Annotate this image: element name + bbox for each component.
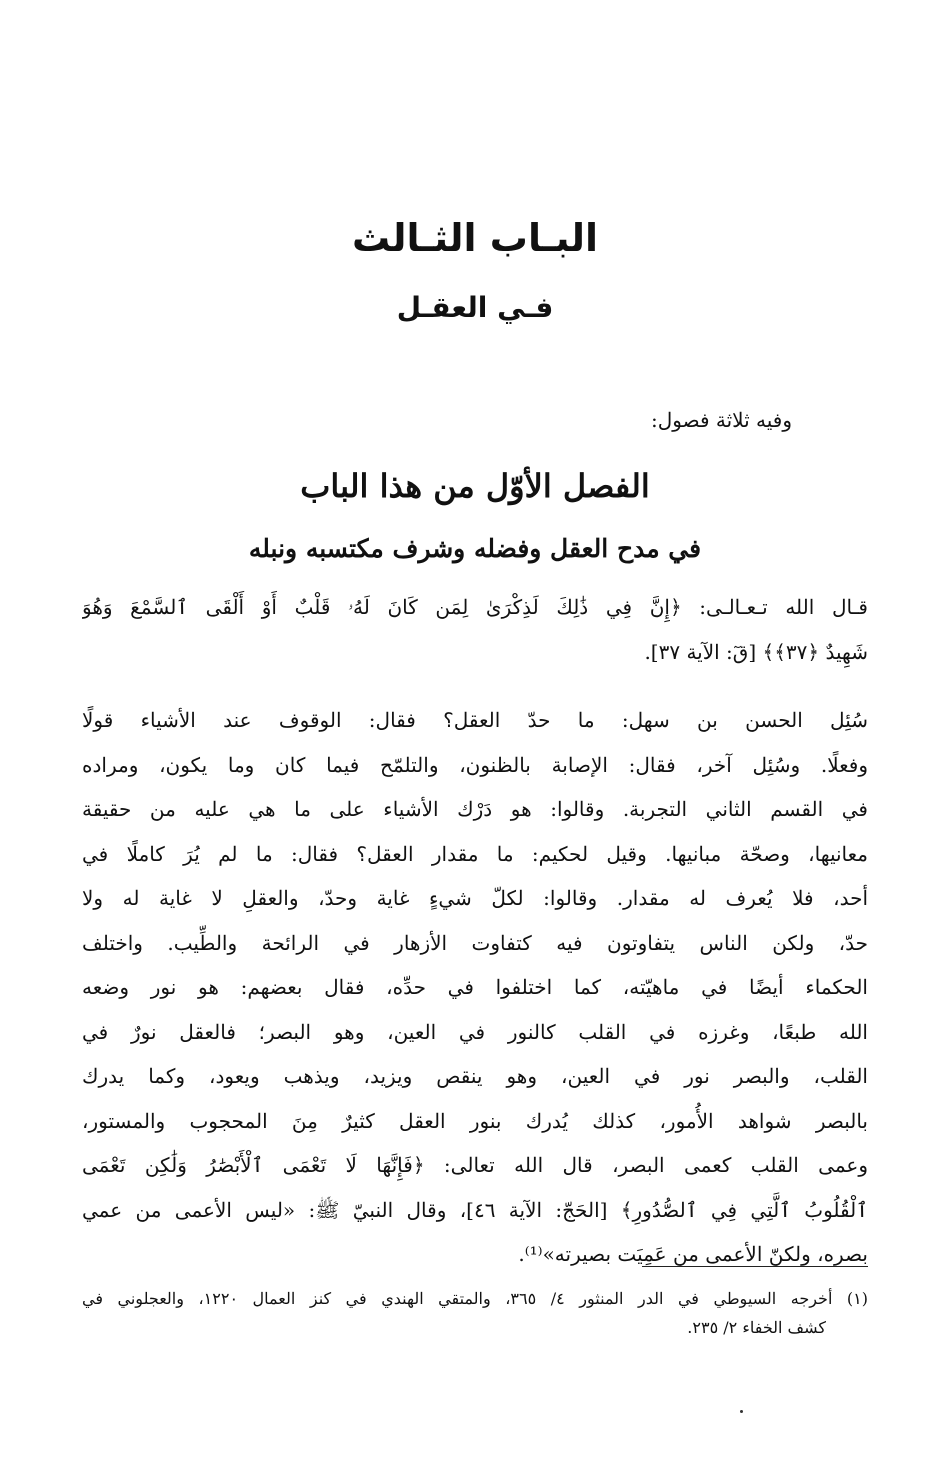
paragraph-line: ٱلْقُلُوبُ ٱلَّتِي فِي ٱلصُّدُورِ﴾ [الحَجّ: الآية ٤٦]، وقال النبيّ ﷺ: «ليس الأعمى من عمي [82, 1197, 868, 1222]
print-speck [740, 1410, 743, 1413]
paragraph-gap [82, 674, 868, 698]
paragraph-line: بالبصر شواهد الأُمور، كذلك يُدرك بنور العقل كثيرٌ مِنَ المحجوب والمستور، [82, 1108, 868, 1133]
chapter-title: البـاب الثـالث [351, 216, 599, 260]
footnotes [82, 1284, 868, 1342]
footnote-divider [642, 1266, 868, 1267]
paragraph-line: سُئِل الحسن بن سهل: ما حدّ العقل؟ فقال: الوقوف عند الأشياء قولًا [82, 708, 868, 732]
chapter-subtitle: فـي العقـل [396, 291, 554, 324]
footnote-line: كشف الخفاء ٢/ ٢٣٥. [687, 1318, 826, 1337]
paragraph-line: بصره، ولكنّ الأعمى من عَمِيَت بصيرته»⁽¹⁾. [518, 1242, 868, 1266]
verse-line: قـال الله تـعـالـى: ﴿إِنَّ فِي ذَٰلِكَ لَذِكْرَىٰ لِمَن كَانَ لَهُۥ قَلْبٌ أَوْ أَلْقَى ٱلسَّمْعَ وَهُوَ [82, 595, 868, 619]
footnote-line: (١) أخرجه السيوطي في الدر المنثور ٤/ ٣٦٥، والمتقي الهندي في كنز العمال ١٢٢٠، والعجلوني في [82, 1289, 869, 1308]
paragraph-line: الله طبعًا، وغرزه في القلب كالنور في العين، وهو البصر؛ فالعقل نورٌ في [82, 1019, 868, 1044]
verse-line: شَهِيدٌ ﴿٣٧﴾﴾ [قٓ: الآية ٣٧]. [644, 639, 868, 664]
paragraph-line: أحد، فلا يُعرف له مقدار. وقالوا: لكلّ شيءٍ غاية وحدّ، والعقلِ لا غاية له ولا [82, 886, 868, 910]
intro-line: وفيه ثلاثة فصول: [651, 408, 792, 432]
body-text [82, 585, 868, 1277]
paragraph-line: الحكماء أيضًا في ماهيّته، كما اختلفوا في حدِّه، فقال بعضهم: هو نور وضعه [82, 975, 868, 999]
paragraph-line: في القسم الثاني التجربة. وقالوا: هو دَرْك الأشياء على ما هي عليه من حقيقة [82, 797, 868, 821]
section-subtitle: في مدح العقل وفضله وشرف مكتسبه ونبله [248, 534, 702, 563]
paragraph-line: معانيها، وصحّة مبانيها. وقيل لحكيم: ما مقدار العقل؟ فقال: ما لم يُرَ كاملًا في [82, 841, 868, 866]
paragraph-line: وعمى القلب كعمى البصر، قال الله تعالى: ﴿فَإِنَّهَا لَا تَعْمَى ٱلْأَبْصَٰرُ وَلَٰكِن تَعْمَى [82, 1153, 868, 1177]
paragraph-line: حدّ، ولكن الناس يتفاوتون فيه كتفاوت الأزهار في الرائحة والطِّيب. واختلف [82, 930, 868, 955]
paragraph-line: وفعلًا. وسُئِل آخر، فقال: الإصابة بالظنون، والتلمّح فيما كان وما يكون، ومراده [82, 752, 868, 777]
paragraph-line: القلب، والبصر نور في العين، وهو ينقص ويزيد، ويذهب ويعود، وكما يدرك [82, 1064, 868, 1088]
section-title: الفصل الأوّل من هذا الباب [300, 467, 650, 505]
